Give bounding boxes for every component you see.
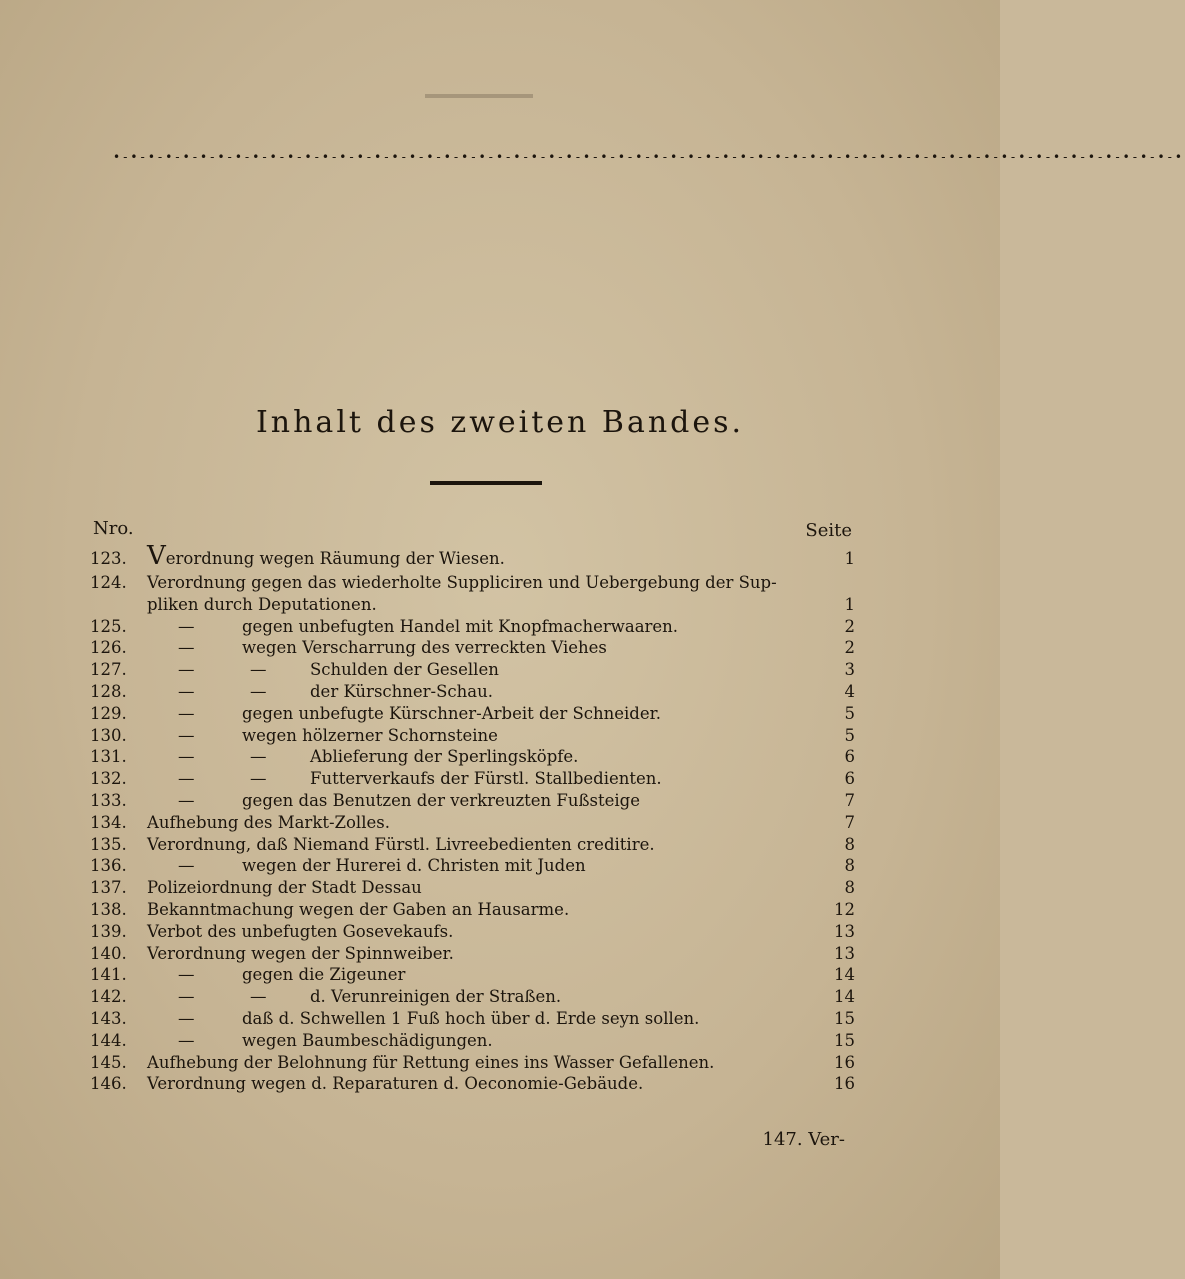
ditto-dash: — <box>250 987 267 1007</box>
title-underline <box>430 481 542 485</box>
entry-number: 130. <box>90 725 127 745</box>
page-title: Inhalt des zweiten Bandes. <box>255 405 745 440</box>
toc-entry <box>90 594 855 616</box>
toc-entry <box>90 541 855 572</box>
entry-page-number: 8 <box>844 878 855 898</box>
entry-page-number: 5 <box>844 725 855 745</box>
ditto-dash: — <box>178 987 195 1007</box>
entry-title: gegen unbefugte Kürschner-Arbeit der Schneider. <box>242 703 661 723</box>
entry-number: 143. <box>90 1008 127 1028</box>
entry-number: 146. <box>90 1074 127 1094</box>
entry-number: 145. <box>90 1052 127 1072</box>
entry-number: 133. <box>90 790 127 810</box>
toc-entry <box>90 986 855 1008</box>
entry-page-number: 1 <box>844 594 855 614</box>
entry-title: Verordnung gegen das wiederholte Suppliciren und Uebergebung der Sup- <box>147 573 777 592</box>
entry-page-number: 7 <box>844 790 855 810</box>
entry-number: 142. <box>90 987 127 1007</box>
toc-entry <box>90 1073 855 1095</box>
entry-title: gegen die Zigeuner <box>242 965 406 985</box>
entry-title: Verbot des unbefugten Gosevekaufs. <box>147 921 454 941</box>
ditto-dash: — <box>178 747 195 767</box>
column-header-number: Nro. <box>93 518 134 539</box>
entry-title: der Kürschner-Schau. <box>310 681 494 701</box>
catchword: 147. Ver- <box>762 1129 845 1150</box>
entry-number: 135. <box>90 834 127 854</box>
column-header-page: Seite <box>805 520 852 541</box>
entry-number: 128. <box>90 681 127 701</box>
entry-title: Verordnung wegen d. Reparaturen d. Oeconomie-Gebäude. <box>147 1074 644 1094</box>
entry-title: wegen der Hurerei d. Christen mit Juden <box>242 856 586 876</box>
entry-page-number: 16 <box>834 1052 855 1072</box>
entry-page-number: 6 <box>844 747 855 767</box>
entry-number: 124. <box>90 573 127 592</box>
toc-entry <box>90 834 855 856</box>
ditto-dash: — <box>178 1008 195 1028</box>
entry-title: Aufhebung der Belohnung für Rettung eines ins Wasser Gefallenen. <box>147 1052 715 1072</box>
entry-title: daß d. Schwellen 1 Fuß hoch über d. Erde seyn sollen. <box>242 1008 700 1028</box>
entry-title-rest: erordnung wegen Räumung der Wiesen. <box>165 549 505 568</box>
entry-page-number: 15 <box>834 1030 855 1050</box>
entry-title: Schulden der Gesellen <box>310 660 499 680</box>
ditto-dash: — <box>178 638 195 658</box>
entry-page-number: 2 <box>844 616 855 636</box>
entry-number: 126. <box>90 638 127 658</box>
ditto-dash: — <box>178 790 195 810</box>
entry-page-number: 3 <box>844 660 855 680</box>
entry-number: 125. <box>90 616 127 636</box>
ditto-dash: — <box>178 616 195 636</box>
toc-entry <box>90 616 855 638</box>
toc-entry <box>90 703 855 725</box>
toc-entry <box>90 812 855 834</box>
entry-number: 137. <box>90 878 127 898</box>
entry-page-number: 6 <box>844 769 855 789</box>
entry-page-number: 8 <box>844 834 855 854</box>
entry-title: Ablieferung der Sperlingsköpfe. <box>310 747 579 767</box>
entry-title: Aufhebung des Markt-Zolles. <box>147 812 390 832</box>
ditto-dash: — <box>178 660 195 680</box>
entry-title: pliken durch Deputationen. <box>147 594 377 614</box>
entry-title <box>147 541 505 572</box>
entry-number: 131. <box>90 747 127 767</box>
entry-page-number: 5 <box>844 703 855 723</box>
entry-title: gegen das Benutzen der verkreuzten Fußsteige <box>242 790 640 810</box>
entry-number: 123. <box>90 549 127 568</box>
entry-page-number: 12 <box>834 899 855 919</box>
toc-entry <box>90 1008 855 1030</box>
toc-entry <box>90 637 855 659</box>
entry-number: 141. <box>90 965 127 985</box>
entry-page-number: 16 <box>834 1074 855 1094</box>
entry-title: wegen hölzerner Schornsteine <box>242 725 498 745</box>
entry-title: Futterverkaufs der Fürstl. Stallbedienten. <box>310 769 662 789</box>
toc-entry <box>90 681 855 703</box>
toc-entry <box>90 877 855 899</box>
toc-entry <box>90 1030 855 1052</box>
entry-title: gegen unbefugten Handel mit Knopfmacherwaaren. <box>242 616 679 636</box>
ditto-dash: — <box>250 681 267 701</box>
entry-page-number: 14 <box>834 965 855 985</box>
ditto-dash: — <box>178 703 195 723</box>
entry-title: d. Verunreinigen der Straßen. <box>310 987 562 1007</box>
entry-title: Verordnung wegen der Spinnweiber. <box>147 943 454 963</box>
dotted-rule: •-•-•-•-•-•-•-•-•-•-•-•-•-•-•-•-•-•-•-•-•-•-•-•-•-•-•-•-•-•-•-•-•-•-•-•-•-•-•-•-•-•-•-•-•-•-•-•-•-•-•-•-•-•-•-•-•-•-•-•-•-• <box>113 150 1185 164</box>
toc-entry <box>90 659 855 681</box>
entry-number: 144. <box>90 1030 127 1050</box>
ditto-dash: — <box>178 681 195 701</box>
ditto-dash: — <box>178 965 195 985</box>
toc-entry <box>90 572 855 594</box>
toc-entry <box>90 1052 855 1074</box>
toc-entry <box>90 855 855 877</box>
ditto-dash: — <box>178 725 195 745</box>
entry-number: 127. <box>90 660 127 680</box>
ditto-dash: — <box>250 660 267 680</box>
toc-entry <box>90 921 855 943</box>
entry-number: 140. <box>90 943 127 963</box>
entry-page-number: 1 <box>844 549 855 568</box>
ditto-dash: — <box>250 769 267 789</box>
toc-entry <box>90 725 855 747</box>
entry-title: wegen Baumbeschädigungen. <box>242 1030 493 1050</box>
entry-number: 138. <box>90 899 127 919</box>
entry-number: 139. <box>90 921 127 941</box>
entry-title: Bekanntmachung wegen der Gaben an Hausarme. <box>147 899 570 919</box>
entry-page-number: 4 <box>844 681 855 701</box>
toc-entry <box>90 943 855 965</box>
entry-initial: V <box>147 541 166 571</box>
ditto-dash: — <box>178 856 195 876</box>
ditto-dash: — <box>250 747 267 767</box>
entry-number: 134. <box>90 812 127 832</box>
top-ornament-rule <box>425 94 533 98</box>
toc-entry <box>90 964 855 986</box>
ditto-dash: — <box>178 1030 195 1050</box>
table-of-contents <box>90 541 855 1095</box>
entry-number: 132. <box>90 769 127 789</box>
toc-entry <box>90 768 855 790</box>
toc-entry <box>90 790 855 812</box>
entry-number: 129. <box>90 703 127 723</box>
entry-page-number: 14 <box>834 987 855 1007</box>
toc-entry <box>90 899 855 921</box>
entry-page-number: 2 <box>844 638 855 658</box>
entry-number: 136. <box>90 856 127 876</box>
entry-page-number: 13 <box>834 943 855 963</box>
entry-page-number: 8 <box>844 856 855 876</box>
ditto-dash: — <box>178 769 195 789</box>
entry-page-number: 7 <box>844 812 855 832</box>
entry-title: Polizeiordnung der Stadt Dessau <box>147 878 422 898</box>
entry-page-number: 15 <box>834 1008 855 1028</box>
entry-page-number: 13 <box>834 921 855 941</box>
entry-title: wegen Verscharrung des verreckten Viehes <box>242 638 607 658</box>
entry-title: Verordnung, daß Niemand Fürstl. Livreebedienten creditire. <box>147 834 655 854</box>
toc-entry <box>90 746 855 768</box>
